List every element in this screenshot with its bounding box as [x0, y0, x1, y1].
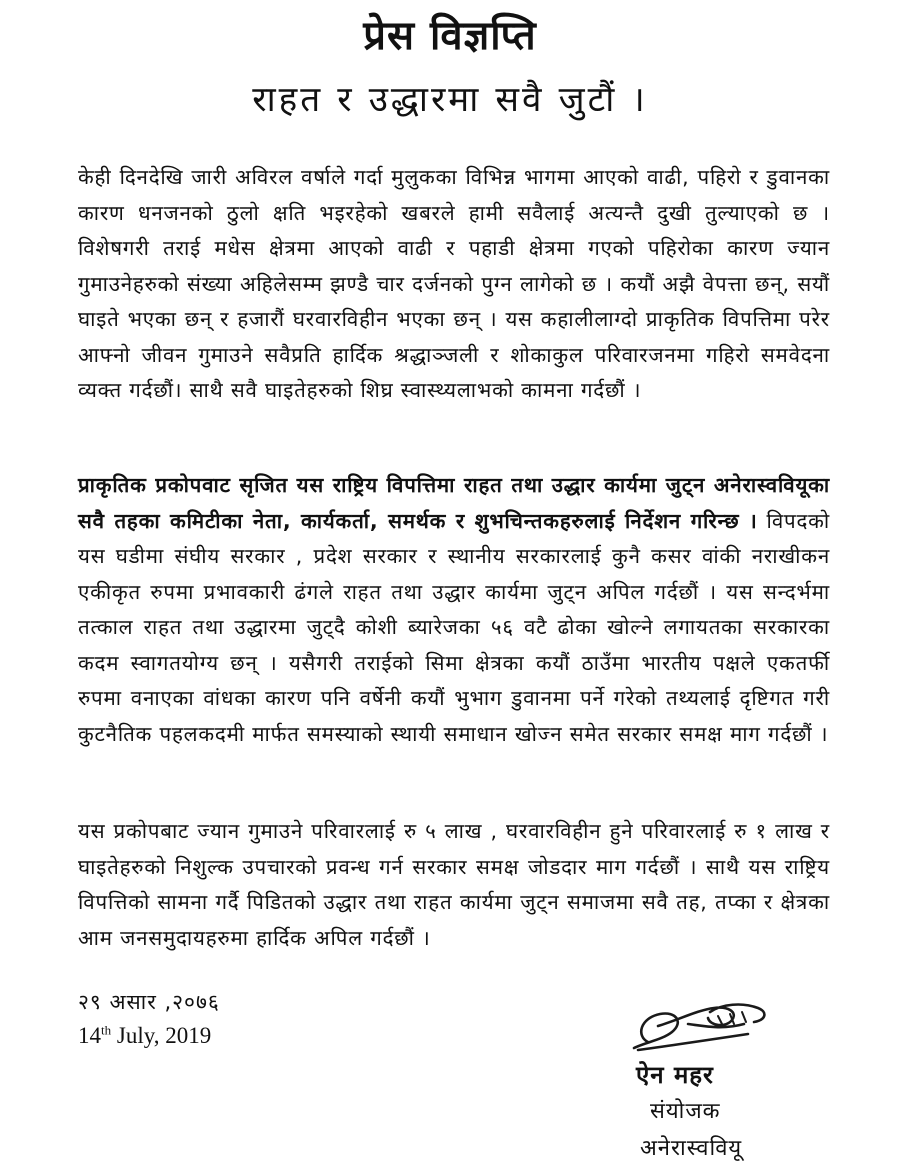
document-title: प्रेस विज्ञप्ति: [363, 13, 537, 59]
handwritten-signature: [618, 990, 778, 1060]
body-paragraph-2: [78, 468, 830, 752]
signer-name: ऐन महर: [636, 1061, 714, 1089]
date-english: [78, 1020, 211, 1052]
paragraph-2-bold-lead: प्राकृतिक प्रकोपवाट सृजित यस राष्ट्रिय विपत्तिमा राहत तथा उद्धार कार्यमा जुट्न अनेरास्ववियूका सवै तहका कमिटीका नेता, कार्यकर्ता, समर्थक र शुभचिन्तकहरुलाई निर्देशन गरिन्छ ।: [78, 473, 830, 533]
body-paragraph-1: केही दिनदेखि जारी अविरल वर्षाले गर्दा मुलुकका विभिन्न भागमा आएको वाढी, पहिरो र डुवानका कारण धनजनको ठुलो क्षति भइरहेको खबरले हामी सवैलाई अत्यन्तै दुखी तुल्याएको छ । विशेषगरी तराई मधेस क्षेत्रमा आएको वाढी र पहाडी क्षेत्रमा गएको पहिरोका कारण ज्यान गुमाउनेहरुको संख्या अहिलेसम्म झण्डै चार दर्जनको पुग्न लागेको छ । कयौं अझै वेपत्ता छन्, सयौं घाइते भएका छन् र हजारौं घरवारविहीन भएका छन् । यस कहालीलाग्दो प्राकृतिक विपत्तिमा परेर आफ्नो जीवन गुमाउने सवैप्रति हार्दिक श्रद्धाञ्जली र शोकाकुल परिवारजनमा गहिरो समवेदना व्यक्त गर्दछौं। साथै सवै घाइतेहरुको शिघ्र स्वास्थ्यलाभको कामना गर्दछौं ।: [78, 165, 830, 402]
date-english-suffix: th: [101, 1022, 112, 1038]
date-nepali: २९ असार ,२०७६: [78, 990, 220, 1014]
body-paragraph-3: यस प्रकोपबाट ज्यान गुमाउने परिवारलाई रु ५ लाख , घरवारविहीन हुने परिवारलाई रु १ लाख र घाइतेहरुको निशुल्क उपचारको प्रवन्ध गर्न सरकार समक्ष जोडदार माग गर्दछौं । साथै यस राष्ट्रिय विपत्तिको सामना गर्दै पिडितको उद्धार तथा राहत कार्यमा जुट्न समाजमा सवै तह, तप्का र क्षेत्रका आम जनसमुदायहरुमा हार्दिक अपिल गर्दछौं ।: [78, 819, 830, 950]
date-english-day: 14: [78, 1023, 101, 1048]
document-subtitle: राहत र उद्धारमा सवै जुटौं ।: [252, 80, 648, 120]
signer-role: संयोजक: [650, 1099, 721, 1124]
signer-organization: अनेरास्ववियू: [640, 1136, 743, 1161]
date-english-rest: July, 2019: [111, 1023, 212, 1048]
paragraph-2-body: विपदको यस घडीमा संघीय सरकार , प्रदेश सरकार र स्थानीय सरकारलाई कुनै कसर वांकी नराखीकन एकीकृत रुपमा प्रभावकारी ढंगले राहत तथा उद्धार कार्यमा जुट्न अपिल गर्दछौं । यस सन्दर्भमा तत्काल राहत तथा उद्धारमा जुट्दै कोशी ब्यारेजका ५६ वटै ढोका खोल्ने लगायतका सरकारका कदम स्वागतयोग्य छन् । यसैगरी तराईको सिमा क्षेत्रका कयौं ठाउँमा भारतीय पक्षले एकतर्फी रुपमा वनाएका वांधका कारण पनि वर्षेनी कयौं भुभाग डुवानमा पर्ने गरेको तथ्यलाई दृष्टिगत गरी कुटनैतिक पहलकदमी मार्फत समस्याको स्थायी समाधान खोज्न समेत सरकार समक्ष माग गर्दछौं ।: [78, 508, 831, 746]
